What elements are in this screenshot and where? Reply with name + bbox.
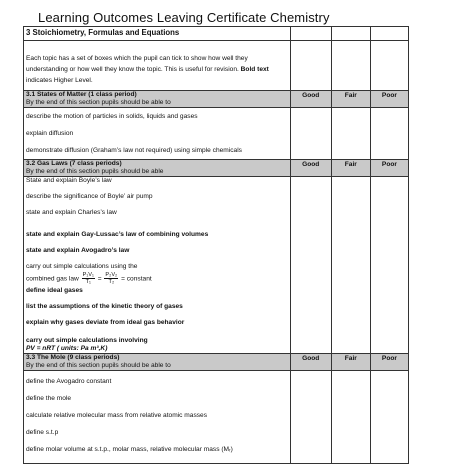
section-heading-cell [24,160,291,177]
formula-fraction-2 [104,272,118,285]
formula-prefix: combined gas law [26,275,79,283]
section-heading-cell [24,91,291,108]
outcome-item: define the Avogadro constant [26,378,112,385]
poor-label: Poor [370,91,408,108]
outcome-item: define ideal gases [26,287,83,294]
section-heading: 3.2 Gas Laws (7 class periods) [26,160,122,167]
intro-text [24,41,291,91]
outcome-item: State and explain Boyle’s law [26,177,112,184]
outcome-list [24,108,291,160]
formula-line [26,272,288,285]
formula-equals: = [97,275,102,283]
poor-checkbox[interactable] [370,371,408,464]
good-label: Good [290,354,331,371]
outcome-list [24,371,291,464]
empty-cell [290,41,331,91]
outcome-item: explain diffusion [26,130,74,137]
outcome-item: state and explain Avogadro’s law [26,247,130,254]
fair-checkbox[interactable] [331,177,370,354]
poor-label: Poor [370,354,408,371]
empty-cell [331,41,370,91]
outcome-item: carry out simple calculations using the [26,263,138,270]
outcome-item: list the assumptions of the kinetic theory of gases [26,303,183,310]
section-header-row [24,354,409,371]
good-label: Good [290,160,331,177]
good-checkbox[interactable] [290,177,331,354]
outcome-row [24,108,409,160]
formula-denominator-2: T₂ [108,279,115,285]
empty-cell [370,27,408,41]
formula-numerator-2: P₂V₂ [105,272,118,278]
good-checkbox[interactable] [290,371,331,464]
outcome-item: define the mole [26,395,72,402]
fair-label: Fair [331,354,370,371]
intro-part2: indicates Higher Level. [26,77,93,84]
empty-cell [290,27,331,41]
good-label: Good [290,91,331,108]
intro-bold-note: Bold text [240,66,269,73]
outcome-item: state and explain Gay-Lussac’s law of combining volumes [26,231,209,238]
formula-numerator-1: P₁V₁ [82,272,94,278]
good-checkbox[interactable] [290,108,331,160]
section-heading: 3.3 The Mole (9 class periods) [26,354,120,361]
intro-part1: Each topic has a set of boxes which the pupil can tick to show how well they understanding or how well they know the topic. This is useful for revision. [26,55,248,73]
section-heading-cell [24,354,291,371]
empty-cell [331,27,370,41]
poor-checkbox[interactable] [370,108,408,160]
outcome-item: define s.t.p [26,429,59,436]
formula-suffix: = constant [121,275,152,283]
section-subheading: By the end of this section pupils should be able to [26,99,171,106]
formula-denominator-1: T₁ [85,279,91,285]
page-title: Learning Outcomes Leaving Certificate Chemistry [38,10,330,25]
outcome-item: carry out simple calculations involving [26,337,148,344]
outcome-item: explain why gases deviate from ideal gas behavior [26,319,185,326]
formula-fraction-1 [82,272,95,285]
outcome-row [24,177,409,354]
section-title-row [24,27,409,41]
outcome-item: calculate relative molecular mass from relative atomic masses [26,412,208,419]
poor-checkbox[interactable] [370,177,408,354]
outcome-row [24,371,409,464]
section-header-row [24,160,409,177]
section-heading: 3.1 States of Matter (1 class period) [26,91,137,98]
outcome-item-pv: PV = nRT ( units: Pa m³,K) [26,345,108,352]
outcome-item: define molar volume at s.t.p., molar mass, relative molecular mass (Mᵣ) [26,446,233,453]
section-subheading: By the end of this section pupils should be able to [26,362,171,369]
outcome-item: describe the significance of Boyle’ air pump [26,193,153,200]
poor-label: Poor [370,160,408,177]
section-header-row [24,91,409,108]
outcomes-table [23,26,409,464]
section-subheading: By the end of this section pupils should be able [26,168,164,175]
section-title: 3 Stoichiometry, Formulas and Equations [24,27,291,41]
fair-checkbox[interactable] [331,108,370,160]
outcome-item: demonstrate diffusion (Graham’s law not required) using simple chemicals [26,147,242,154]
outcome-item: describe the motion of particles in solids, liquids and gases [26,113,198,120]
outcome-list [24,177,291,354]
fair-checkbox[interactable] [331,371,370,464]
fair-label: Fair [331,160,370,177]
outcome-item: state and explain Charles’s law [26,209,117,216]
fair-label: Fair [331,91,370,108]
intro-row [24,41,409,91]
empty-cell [370,41,408,91]
